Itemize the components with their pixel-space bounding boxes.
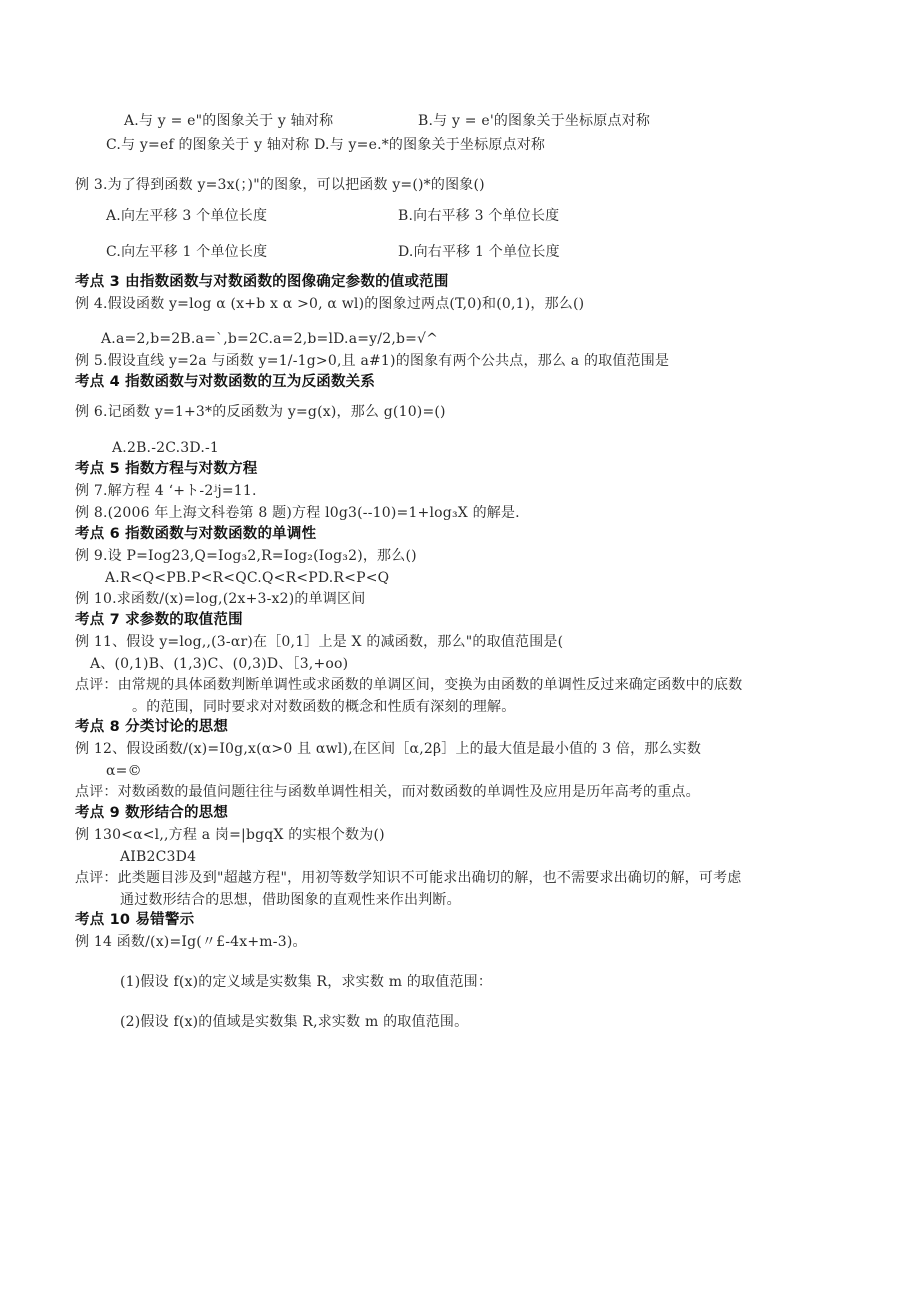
comment-1-line-1: 点评：由常规的具体函数判断单调性或求函数的单调区间，变换为由函数的单调性反过来确定函数中的底数 — [75, 677, 743, 693]
example-3-option-c: C.向左平移 1 个单位长度 — [106, 244, 268, 260]
section-heading-5: 考点 5 指数方程与对数方程 — [75, 461, 258, 477]
example-8: 例 8.(2006 年上海文科卷第 8 题)方程 l0g3(--10)=1+log₃X 的解是. — [75, 505, 520, 521]
example-11-options: A、(0,1)B、(1,3)C、(0,3)D、［3,+oo) — [90, 656, 349, 672]
comment-3-line-2: 通过数形结合的思想，借助图象的直观性来作出判断。 — [120, 892, 461, 908]
section-heading-9: 考点 9 数形结合的思想 — [75, 805, 229, 821]
example-11: 例 11、假设 y=log,,(3-αr)在［0,1］上是 X 的减函数，那么"的取值范围是( — [75, 634, 564, 650]
example-3-option-d: D.向右平移 1 个单位长度 — [398, 244, 560, 260]
example-10: 例 10.求函数/(x)=log,(2x+3-x2)的单调区间 — [75, 591, 366, 607]
example-4: 例 4.假设函数 y=log α (x+b x α >0, α wl)的图象过两点(T,0)和(0,1)，那么() — [75, 296, 585, 312]
example-13-options: AIB2C3D4 — [120, 849, 197, 865]
example-14-part-2: (2)假设 f(x)的值域是实数集 R,求实数 m 的取值范围。 — [120, 1014, 469, 1030]
example-14-part-1: (1)假设 f(x)的定义域是实数集 R，求实数 m 的取值范围： — [120, 974, 493, 990]
example-7: 例 7.解方程 4 ‘+ト-2ʲj=11. — [75, 483, 257, 499]
section-heading-10: 考点 10 易错警示 — [75, 912, 195, 928]
example-14: 例 14 函数/(x)=Ig(〃£-4x+m-3)。 — [75, 934, 307, 950]
example-13: 例 130<α<l,,方程 a 岗=|bgqX 的实根个数为() — [75, 827, 385, 843]
example-12: 例 12、假设函数/(x)=I0g,x(α>0 且 αwl),在区间［α,2β］上的最大值是最小值的 3 倍，那么实数 — [75, 741, 702, 757]
example-12-continued: α=© — [106, 763, 142, 779]
comment-1-line-2: 。的范围，同时要求对对数函数的概念和性质有深刻的理解。 — [132, 699, 516, 715]
example-6-options: A.2B.-2C.3D.-1 — [112, 440, 220, 456]
example-3-option-b: B.向右平移 3 个单位长度 — [398, 208, 560, 224]
option-b: B.与 y = e'的图象关于坐标原点对称 — [418, 113, 651, 129]
section-heading-8: 考点 8 分类讨论的思想 — [75, 719, 229, 735]
section-heading-4: 考点 4 指数函数与对数函数的互为反函数关系 — [75, 374, 376, 390]
section-heading-6: 考点 6 指数函数与对数函数的单调性 — [75, 526, 317, 542]
example-6: 例 6.记函数 y=1+3*的反函数为 y=g(x)，那么 g(10)=() — [75, 404, 446, 420]
example-3-option-a: A.向左平移 3 个单位长度 — [106, 208, 268, 224]
example-5: 例 5.假设直线 y=2a 与函数 y=1/-1g>0,且 a#1)的图象有两个公共点，那么 a 的取值范围是 — [75, 353, 670, 369]
example-9: 例 9.设 P=Iog23,Q=Iog₃2,R=Iog₂(Iog₃2)，那么() — [75, 548, 417, 564]
section-heading-7: 考点 7 求参数的取值范围 — [75, 612, 243, 628]
example-4-options: A.a=2,b=2B.a=`,b=2C.a=2,b=lD.a=y/2,b=√^ — [101, 331, 439, 347]
comment-2: 点评：对数函数的最值问题往往与函数单调性相关，而对数函数的单调性及应用是历年高考的重点。 — [75, 784, 700, 800]
example-3: 例 3.为了得到函数 y=3x(；)"的图象，可以把函数 y=()*的图象() — [75, 177, 485, 193]
comment-3-line-1: 点评：此类题目涉及到"超越方程"，用初等数学知识不可能求出确切的解，也不需要求出确切的解，可考虑 — [75, 870, 742, 886]
options-c-d: C.与 y=ef 的图象关于 y 轴对称 D.与 y=e.*的图象关于坐标原点对称 — [106, 137, 546, 153]
section-heading-3: 考点 3 由指数函数与对数函数的图像确定参数的值或范围 — [75, 274, 449, 290]
option-a: A.与 y = e"的图象关于 y 轴对称 — [124, 113, 334, 129]
example-9-options: A.R<Q<PB.P<R<QC.Q<R<PD.R<P<Q — [105, 570, 390, 586]
